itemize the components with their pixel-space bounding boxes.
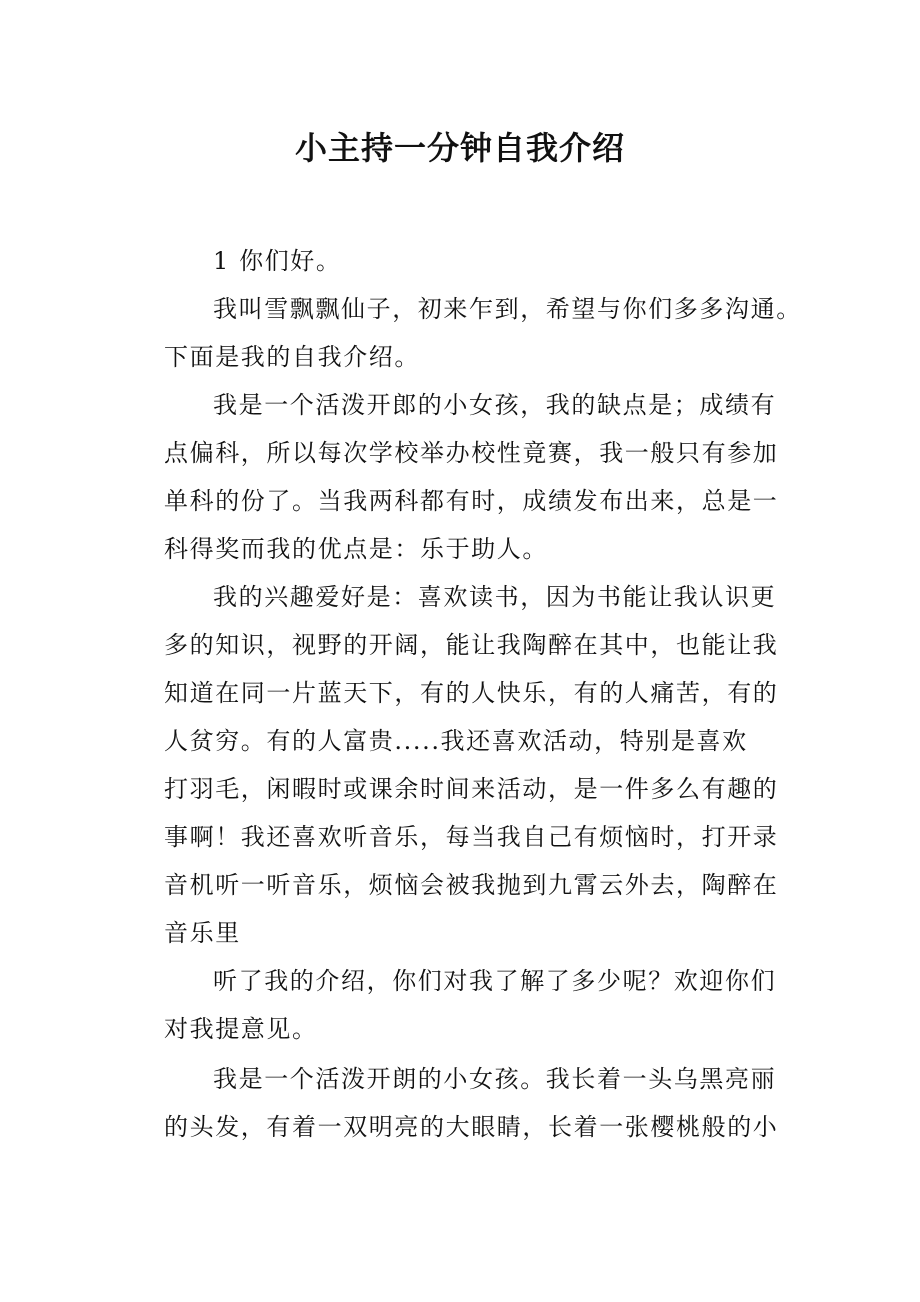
paragraph-line: 单科的份了。当我两科都有时，成绩发布出来，总是一 — [164, 487, 779, 515]
paragraph-line: 下面是我的自我介绍。 — [164, 343, 420, 371]
paragraph-line: 人贫穷。有的人富贵.....我还喜欢活动，特别是喜欢 — [164, 727, 748, 755]
paragraph-line: 音乐里 — [164, 919, 241, 947]
paragraph-line: 我是一个活泼开朗的小女孩。我长着一头乌黑亮丽 — [213, 1065, 777, 1093]
paragraph-line: 科得奖而我的优点是：乐于助人。 — [164, 535, 548, 563]
paragraph-line: 知道在同一片蓝天下，有的人快乐，有的人痛苦，有的 — [164, 679, 779, 707]
paragraph-line: 我叫雪飘飘仙子，初来乍到，希望与你们多多沟通。 — [213, 295, 802, 323]
document-title: 小主持一分钟自我介绍 — [294, 129, 625, 167]
paragraph-line: 我的兴趣爱好是：喜欢读书，因为书能让我认识更 — [213, 583, 777, 611]
paragraph-line: 对我提意见。 — [164, 1015, 318, 1043]
paragraph-line: 事啊！我还喜欢听音乐，每当我自己有烦恼时，打开录 — [164, 823, 779, 851]
paragraph-line: 听了我的介绍，你们对我了解了多少呢？欢迎你们 — [213, 967, 777, 995]
paragraph-line: 打羽毛，闲暇时或课余时间来活动，是一件多么有趣的 — [164, 775, 779, 803]
paragraph-line: 我是一个活泼开郎的小女孩，我的缺点是；成绩有 — [213, 391, 777, 419]
paragraph-line: 1 你们好。 — [213, 247, 342, 275]
paragraph-line: 多的知识，视野的开阔，能让我陶醉在其中，也能让我 — [164, 631, 779, 659]
paragraph-line: 点偏科，所以每次学校举办校性竟赛，我一般只有参加 — [164, 439, 779, 467]
paragraph-line: 的头发，有着一双明亮的大眼睛，长着一张樱桃般的小 — [164, 1113, 779, 1141]
paragraph-line: 音机听一听音乐，烦恼会被我抛到九霄云外去，陶醉在 — [164, 871, 779, 899]
